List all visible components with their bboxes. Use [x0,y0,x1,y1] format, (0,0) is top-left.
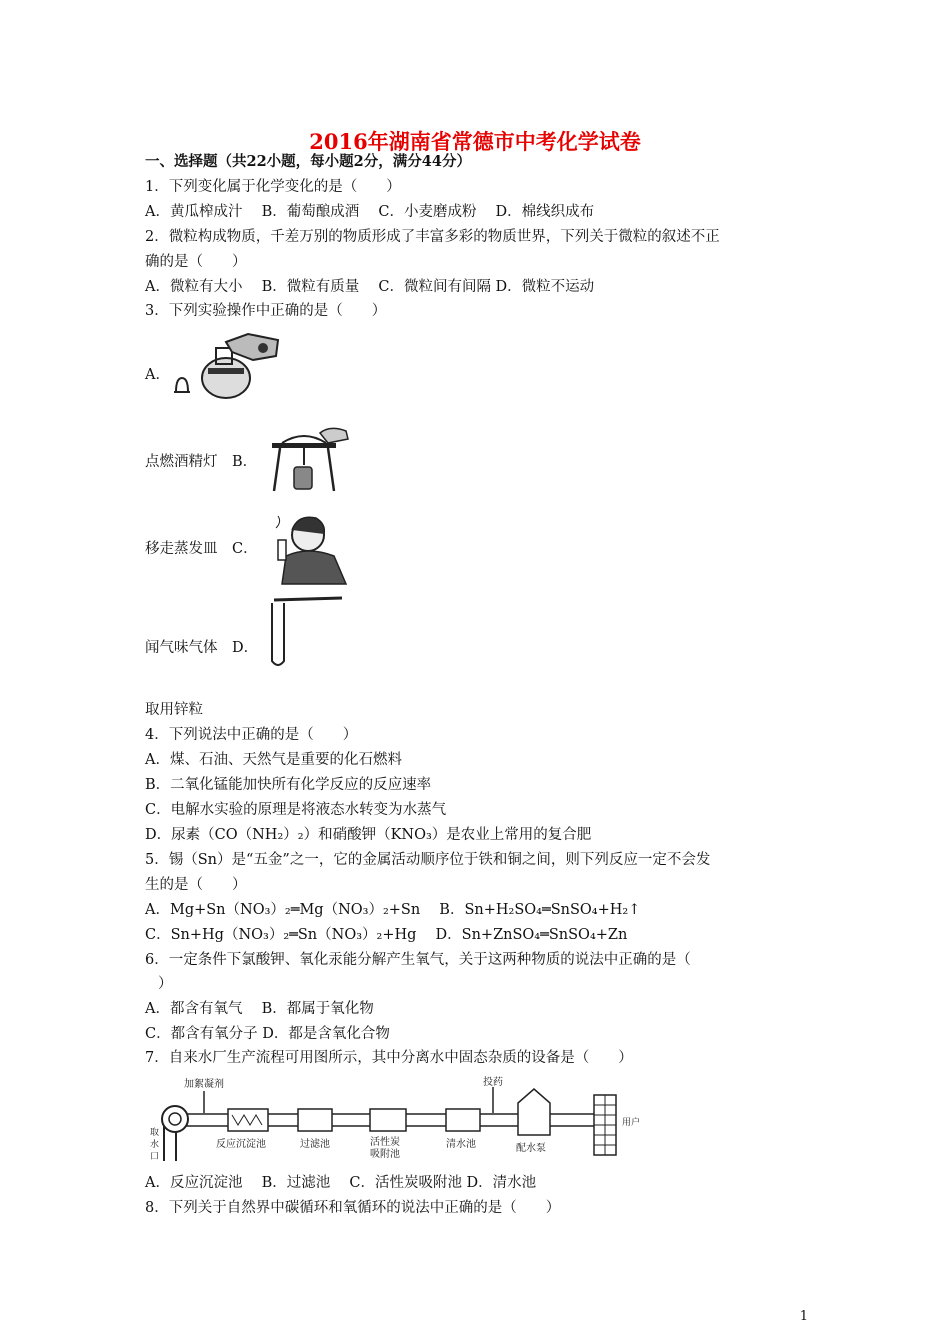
diagram-carbon-label1: 活性炭 [370,1137,400,1148]
q4-option-a: A．煤、石油、天然气是重要的化石燃料 [145,752,402,768]
q4-option-b: B．二氧化锰能加快所有化学反应的反应速率 [145,777,432,793]
q3-caption-b-option-c: 移走蒸发皿 C． [145,541,258,557]
q1-options: A．黄瓜榨成汁 B．葡萄酿成酒 C．小麦磨成粉 D．棉线织成布 [145,204,595,220]
q4-option-c: C．电解水实验的原理是将液态水转变为水蒸气 [145,802,447,818]
diagram-settle-label: 反应沉淀池 [216,1139,266,1150]
smelling-gas-figure [268,510,353,585]
diagram-source-char3: 口 [150,1152,160,1162]
q8-stem: 8．下列关于自然界中碳循环和氧循环的说法中正确的是（ ） [145,1200,561,1216]
diagram-carbon-label2: 吸附池 [370,1149,400,1160]
q3-caption-d: 取用锌粒 [145,702,203,718]
diagram-user-label: 用户 [622,1118,640,1128]
q2-options: A．微粒有大小 B．微粒有质量 C．微粒间有间隔 D．微粒不运动 [145,279,595,295]
water-plant-diagram [148,1073,640,1165]
diagram-coagulant-label: 加絮凝剂 [184,1079,224,1090]
q2-stem-line1: 2．微粒构成物质，千差万别的物质形成了丰富多彩的物质世界，下列关于微粒的叙述不正 [145,229,720,245]
q5-stem-line2: 生的是（ ） [145,877,247,893]
diagram-pump-label: 配水泵 [516,1143,546,1154]
q4-option-d: D．尿素（CO（NH₂）₂）和硝酸钾（KNO₃）是农业上常用的复合肥 [145,827,592,843]
section-heading: 一、选择题（共22小题，每小题2分，满分44分） [145,153,471,170]
q6-stem-line1: 6．一定条件下氯酸钾、氧化汞能分解产生氧气，关于这两种物质的说法中正确的是（ [145,952,691,968]
diagram-dose-label: 投药 [483,1077,503,1088]
q4-stem: 4．下列说法中正确的是（ ） [145,727,358,743]
evaporating-dish-figure [268,425,353,497]
q5-options-cd: C．Sn+Hg（NO₃）₂═Sn（NO₃）₂+Hg D．Sn+ZnSO₄═SnSO₄+Zn [145,927,628,943]
page-title: 2016年湖南省常德市中考化学试卷 [309,129,641,154]
q3-caption-a-option-b: 点燃酒精灯 B． [145,454,258,470]
q2-stem-line2: 确的是（ ） [145,254,247,270]
q6-options-cd: C．都含有氧分子 D．都是含氧化合物 [145,1026,390,1042]
page-number: 1 [799,1309,808,1324]
q1-stem: 1．下列变化属于化学变化的是（ ） [145,179,401,195]
alcohol-lamp-lighting-figure [168,330,283,405]
q7-stem: 7．自来水厂生产流程可用图所示，其中分离水中固态杂质的设备是（ ） [145,1050,633,1066]
q3-option-a: A． [145,367,170,383]
diagram-filter-label: 过滤池 [300,1139,330,1150]
q3-stem: 3．下列实验操作中正确的是（ ） [145,303,387,319]
q5-stem-line1: 5．锡（Sn）是“五金”之一，它的金属活动顺序位于铁和铜之间，则下列反应一定不会发 [145,852,711,868]
diagram-source-char1: 取 [150,1128,160,1138]
diagram-clear-label: 清水池 [446,1139,476,1150]
q3-caption-c-option-d: 闻气味气体 D． [145,640,259,656]
q6-options-ab: A．都含有氧气 B．都属于氧化物 [145,1001,374,1017]
q5-options-ab: A．Mg+Sn（NO₃）₂═Mg（NO₃）₂+Sn B．Sn+H₂SO₄═SnSO₄+H₂↑ [145,902,641,918]
test-tube-zinc-figure [266,595,346,675]
q6-stem-line2: ） [158,976,173,992]
q7-options: A．反应沉淀池 B．过滤池 C．活性炭吸附池 D．清水池 [145,1175,537,1191]
diagram-source-char2: 水 [150,1140,160,1150]
